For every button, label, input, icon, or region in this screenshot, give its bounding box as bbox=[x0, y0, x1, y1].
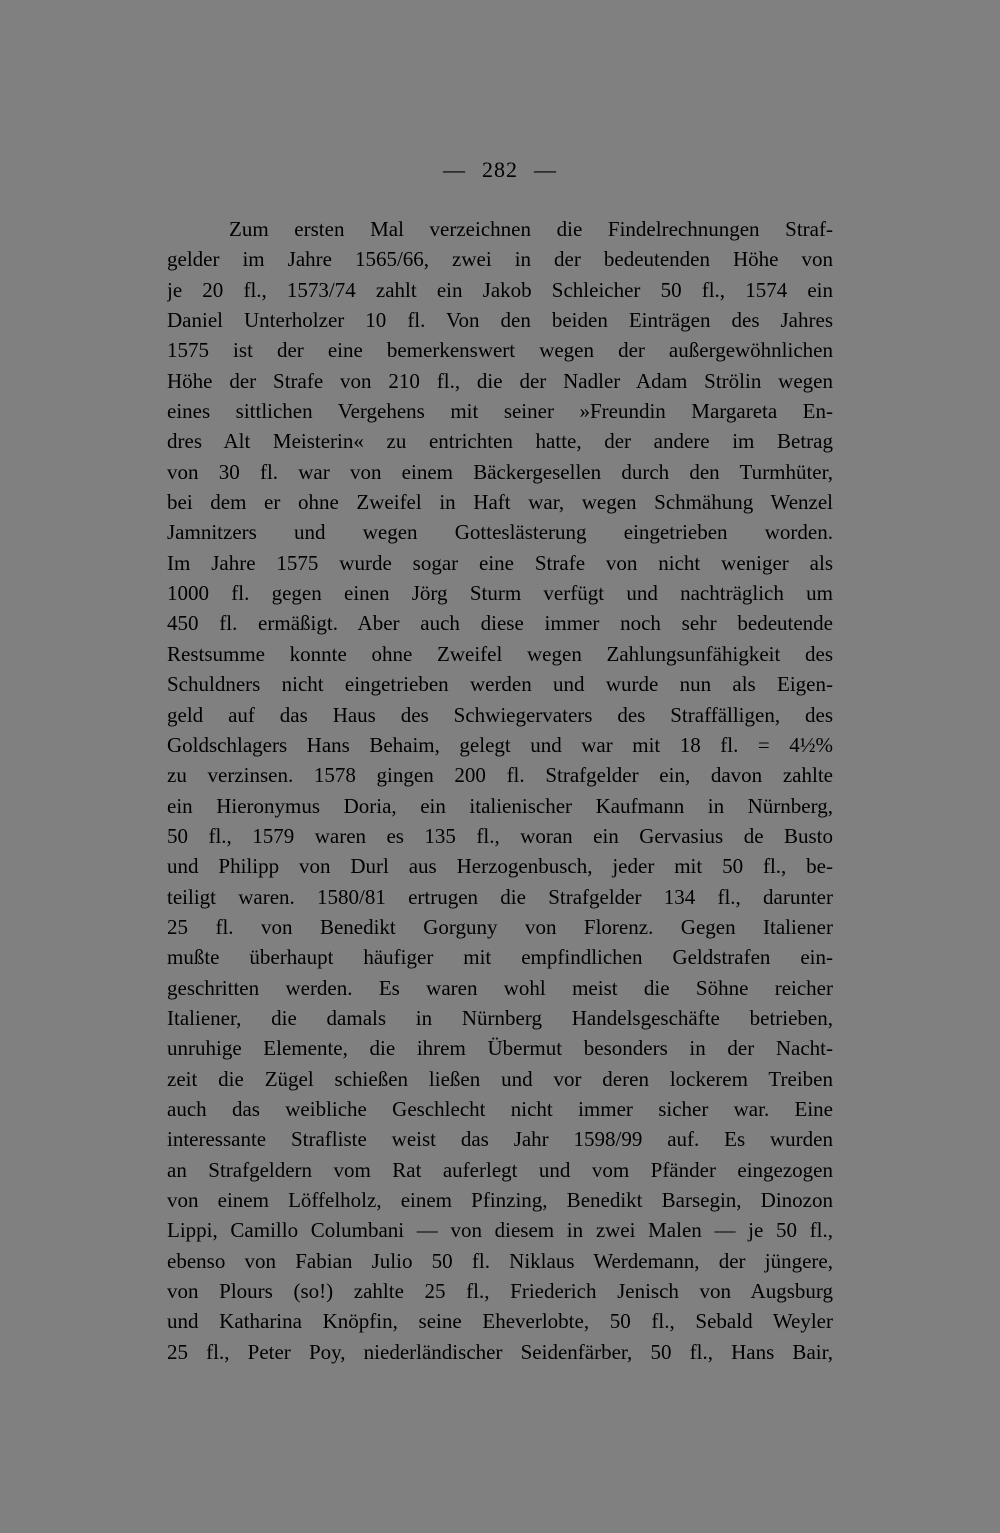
text-line: Goldschlagers Hans Behaim, gelegt und war mit 18 fl. = 4½% bbox=[167, 732, 833, 757]
text-line: interessante Strafliste weist das Jahr 1598/99 auf. Es wurden bbox=[167, 1127, 833, 1152]
text-line: Im Jahre 1575 wurde sogar eine Strafe von nicht weniger als bbox=[167, 550, 833, 575]
text-line: auch das weibliche Geschlecht nicht immer sicher war. Eine bbox=[167, 1096, 833, 1121]
text-line: 50 fl., 1579 waren es 135 fl., woran ein Gervasius de Busto bbox=[167, 823, 833, 848]
text-line: Lippi, Camillo Columbani — von diesem in zwei Malen — je 50 fl., bbox=[167, 1218, 833, 1243]
text-line: von einem Löffelholz, einem Pfinzing, Benedikt Barsegin, Dinozon bbox=[167, 1188, 833, 1212]
text-line: zu verzinsen. 1578 gingen 200 fl. Strafgelder ein, davon zahlte bbox=[167, 763, 833, 788]
page-number: 282 bbox=[482, 157, 518, 182]
header-dash-right: — bbox=[534, 157, 557, 182]
text-line: Daniel Unterholzer 10 fl. Von den beiden Einträgen des Jahres bbox=[167, 308, 833, 333]
header-dash-left: — bbox=[443, 157, 466, 182]
text-line: 25 fl., Peter Poy, niederländischer Seidenfärber, 50 fl., Hans Bair, bbox=[167, 1339, 833, 1364]
text-line: von 30 fl. war von einem Bäckergesellen durch den Turmhüter, bbox=[167, 459, 833, 484]
text-line: Jamnitzers und wegen Gotteslästerung eingetrieben worden. bbox=[167, 520, 833, 545]
text-line: Schuldners nicht eingetrieben werden und wurde nun als Eigen- bbox=[167, 672, 833, 697]
body-paragraph bbox=[167, 214, 833, 1367]
text-line: ebenso von Fabian Julio 50 fl. Niklaus Werdemann, der jüngere, bbox=[167, 1248, 833, 1273]
text-line: Restsumme konnte ohne Zweifel wegen Zahlungsunfähigkeit des bbox=[167, 641, 833, 666]
text-line: 25 fl. von Benedikt Gorguny von Florenz. Gegen Italiener bbox=[167, 914, 833, 939]
text-line: gelder im Jahre 1565/66, zwei in der bedeutenden Höhe von bbox=[167, 247, 833, 272]
text-line: von Plours (so!) zahlte 25 fl., Friederich Jenisch von Augsburg bbox=[167, 1279, 833, 1304]
text-line: mußte überhaupt häufiger mit empfindlichen Geldstrafen ein- bbox=[167, 945, 833, 970]
text-line: an Strafgeldern vom Rat auferlegt und vom Pfänder eingezogen bbox=[167, 1157, 833, 1182]
text-line: ein Hieronymus Doria, ein italienischer Kaufmann in Nürnberg, bbox=[167, 793, 833, 818]
text-line: unruhige Elemente, die ihrem Übermut besonders in der Nacht- bbox=[167, 1036, 833, 1061]
text-line: teiligt waren. 1580/81 ertrugen die Strafgelder 134 fl., darunter bbox=[167, 884, 833, 909]
text-line: Zum ersten Mal verzeichnen die Findelrechnungen Straf- bbox=[229, 217, 833, 241]
text-line: je 20 fl., 1573/74 zahlt ein Jakob Schleicher 50 fl., 1574 ein bbox=[167, 277, 833, 302]
text-line: geschritten werden. Es waren wohl meist die Söhne reicher bbox=[167, 975, 833, 1000]
text-line: und Katharina Knöpfin, seine Eheverlobte, 50 fl., Sebald Weyler bbox=[167, 1309, 833, 1334]
text-line: bei dem er ohne Zweifel in Haft war, wegen Schmähung Wenzel bbox=[167, 490, 833, 515]
text-line: eines sittlichen Vergehens mit seiner »Freundin Margareta En- bbox=[167, 399, 833, 424]
text-line: 450 fl. ermäßigt. Aber auch diese immer noch sehr bedeutende bbox=[167, 611, 833, 636]
text-line: Italiener, die damals in Nürnberg Handelsgeschäfte betrieben, bbox=[167, 1005, 833, 1030]
text-line: 1575 ist der eine bemerkenswert wegen der außergewöhnlichen bbox=[167, 338, 833, 363]
page-number-header bbox=[0, 157, 1000, 183]
text-line: Höhe der Strafe von 210 fl., die der Nadler Adam Strölin wegen bbox=[167, 368, 833, 393]
text-line: zeit die Zügel schießen ließen und vor deren lockerem Treiben bbox=[167, 1066, 833, 1091]
text-line: geld auf das Haus des Schwiegervaters des Straffälligen, des bbox=[167, 702, 833, 727]
text-line: und Philipp von Durl aus Herzogenbusch, jeder mit 50 fl., be- bbox=[167, 854, 833, 879]
text-line: 1000 fl. gegen einen Jörg Sturm verfügt und nachträglich um bbox=[167, 581, 833, 606]
text-line: dres Alt Meisterin« zu entrichten hatte, der andere im Betrag bbox=[167, 429, 833, 454]
